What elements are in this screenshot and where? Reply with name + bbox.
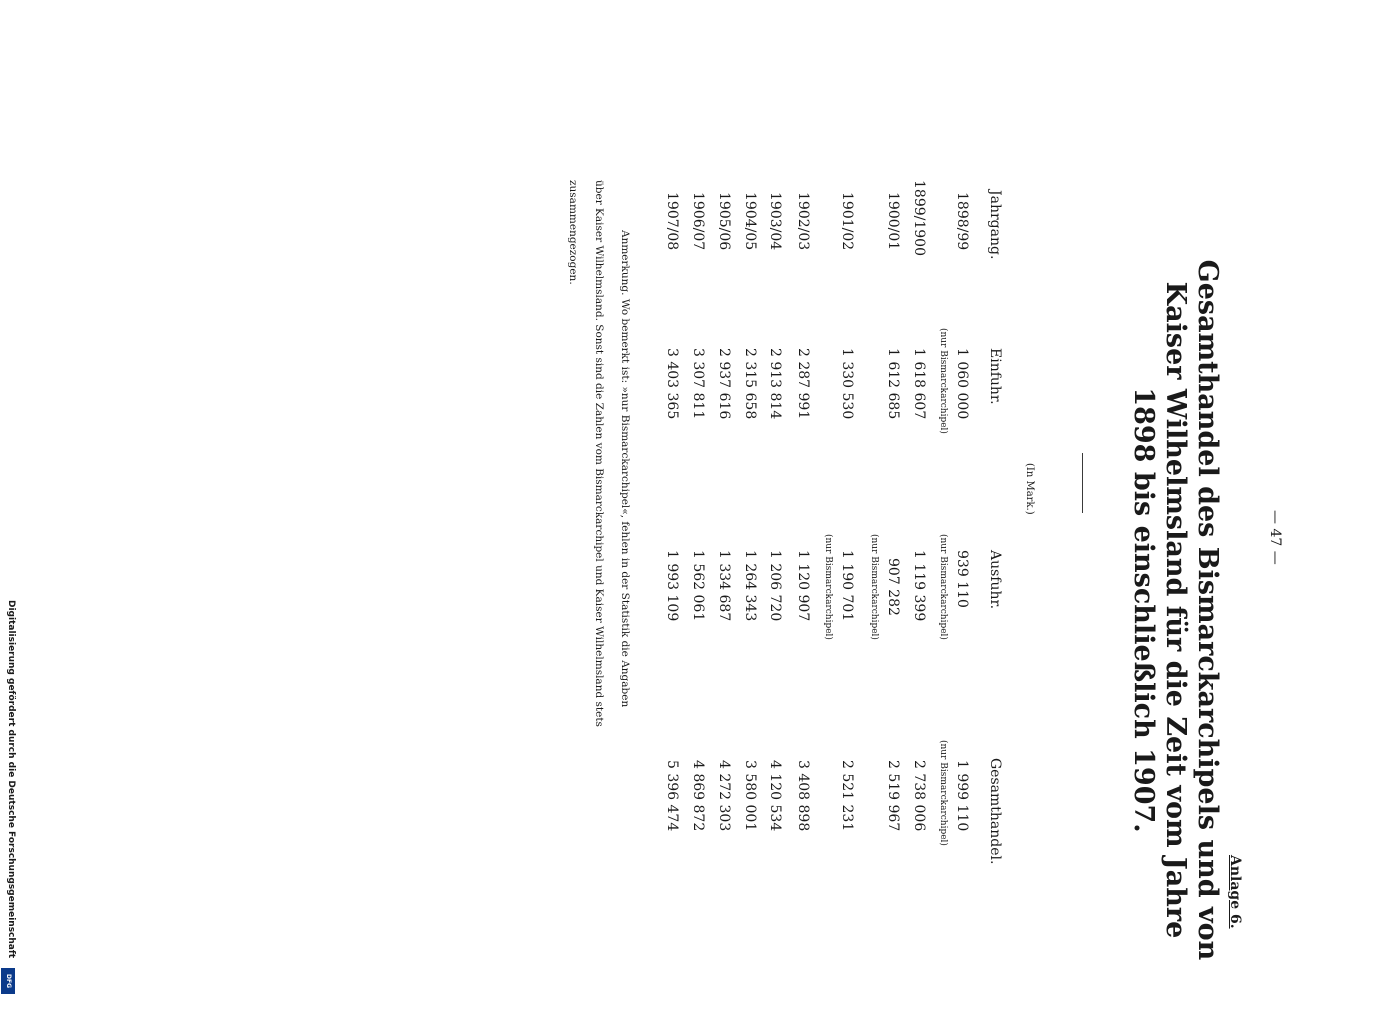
title-line-3: 1898 bis einschließlich 1907. — [1128, 387, 1159, 833]
total-cell: 5 396 474 — [664, 760, 680, 832]
digitization-watermark — [0, 600, 20, 1000]
export-cell: 1 120 907 — [795, 550, 811, 622]
year-1899-1900: 1899/1900 — [911, 180, 927, 256]
total-cell: 4 120 534 — [767, 760, 783, 832]
export-cell: 1 190 701 — [839, 550, 855, 622]
export-cell: 939 110 — [954, 550, 970, 608]
import-cell: 2 913 814 — [767, 348, 783, 420]
watermark-text: Digitalisierung gefördert durch die Deutsche Forschungsgemeinschaft — [6, 600, 16, 959]
year-1900-01: 1900/01 — [885, 192, 901, 251]
import-cell: 2 315 658 — [742, 348, 758, 420]
export-cell: 907 282 — [885, 558, 901, 616]
total-cell: 4 272 303 — [716, 760, 732, 832]
document-page — [383, 140, 1283, 1010]
import-cell: 1 618 607 — [911, 348, 927, 420]
total-cell: 2 738 006 — [911, 760, 927, 832]
year-1898-99: 1898/99 — [954, 192, 970, 251]
total-cell: 2 519 967 — [885, 760, 901, 832]
import-cell: 3 307 811 — [690, 348, 706, 420]
unit-note: (In Mark.) — [1024, 463, 1035, 515]
export-cell: 1 334 687 — [716, 550, 732, 622]
footnote-line-3: zusammengezogen. — [567, 180, 579, 285]
col-header-year: Jahrgang. — [987, 190, 1003, 260]
import-cell: 2 937 616 — [716, 348, 732, 420]
bismarck-note: (nur Bismarckarchipel) — [869, 534, 879, 640]
import-cell: 1 612 685 — [885, 348, 901, 420]
total-cell: 2 521 231 — [839, 760, 855, 832]
year-1903-04: 1903/04 — [767, 192, 783, 251]
footnote-line-2: über Kaiser Wilhelmsland. Sonst sind die Zahlen vom Bismarckarchipel und Kaiser Wilhelmsland stets — [593, 180, 605, 727]
appendix-label: Anlage 6. — [1227, 855, 1243, 929]
export-cell: 1 206 720 — [767, 550, 783, 622]
bismarck-note: (nur Bismarckarchipel) — [938, 328, 948, 434]
year-1906-07: 1906/07 — [690, 192, 706, 251]
year-1907-08: 1907/08 — [664, 192, 680, 251]
import-cell: 1 330 530 — [839, 348, 855, 420]
total-cell: 4 869 872 — [690, 760, 706, 832]
title-divider — [1082, 453, 1083, 513]
bismarck-note: (nur Bismarckarchipel) — [938, 534, 948, 640]
page-number: — 47 — — [1267, 510, 1283, 565]
title-line-1: Gesamthandel des Bismarckarchipels und von — [1192, 259, 1223, 961]
export-cell: 1 562 061 — [690, 550, 706, 622]
total-cell: 1 999 110 — [954, 760, 970, 832]
import-cell: 1 060 000 — [954, 348, 970, 420]
bismarck-note: (nur Bismarckarchipel) — [938, 740, 948, 846]
export-cell: 1 264 343 — [742, 550, 758, 622]
year-1901-02: 1901/02 — [839, 192, 855, 251]
import-cell: 3 403 365 — [664, 348, 680, 420]
bismarck-note: (nur Bismarckarchipel) — [823, 534, 833, 640]
export-cell: 1 993 109 — [664, 550, 680, 622]
dfg-logo: DFG — [1, 968, 15, 994]
title-line-2: Kaiser Wilhelmsland für die Zeit vom Jahre — [1160, 281, 1191, 939]
import-cell: 2 287 991 — [795, 348, 811, 420]
total-cell: 3 408 898 — [795, 760, 811, 832]
footnote-line-1: Anmerkung. Wo bemerkt ist: »nur Bismarckarchipel«, fehlen in der Statistik die Angaben — [619, 230, 631, 708]
year-1902-03: 1902/03 — [795, 192, 811, 251]
total-cell: 3 580 001 — [742, 760, 758, 832]
year-1905-06: 1905/06 — [716, 192, 732, 251]
export-cell: 1 119 399 — [911, 550, 927, 622]
col-header-import: Einfuhr. — [987, 348, 1003, 405]
year-1904-05: 1904/05 — [742, 192, 758, 251]
col-header-total: Gesamthandel. — [987, 758, 1003, 865]
col-header-export: Ausfuhr. — [987, 550, 1003, 610]
